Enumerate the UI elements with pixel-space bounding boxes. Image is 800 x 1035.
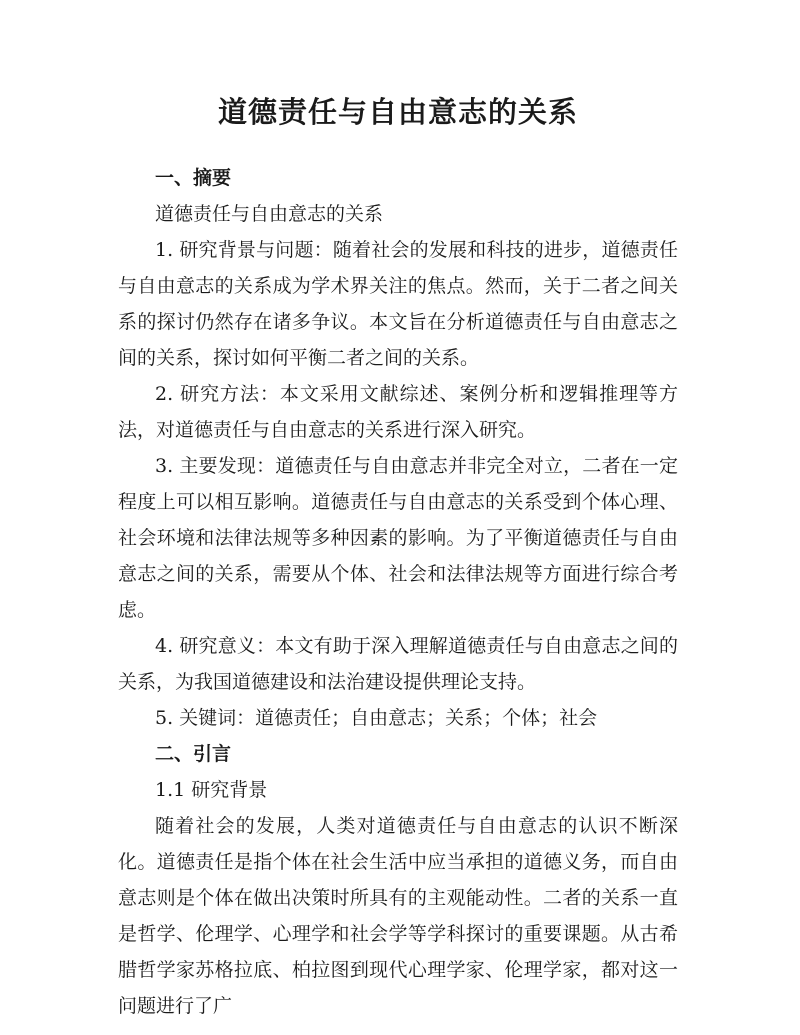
section-heading-abstract: 一、摘要 xyxy=(155,167,232,189)
abstract-paragraph-keywords: 5. 关键词：道德责任；自由意志；关系；个体；社会 xyxy=(155,707,598,729)
abstract-paragraph-significance: 4. 研究意义：本文有助于深入理解道德责任与自由意志之间的关系，为我国道德建设和法治建设提供理论支持。 xyxy=(118,635,678,693)
subsection-heading-background: 1.1 研究背景 xyxy=(155,779,268,801)
abstract-paragraph-background: 1. 研究背景与问题：随着社会的发展和科技的进步，道德责任与自由意志的关系成为学术界关注的焦点。然而，关于二者之间关系的探讨仍然存在诸多争议。本文旨在分析道德责任与自由意志之间的关系，探讨如何平衡二者之间的关系。 xyxy=(118,239,678,369)
section-heading-introduction: 二、引言 xyxy=(155,743,232,765)
introduction-section xyxy=(118,736,678,1024)
abstract-paragraph-methods: 2. 研究方法：本文采用文献综述、案例分析和逻辑推理等方法，对道德责任与自由意志的关系进行深入研究。 xyxy=(118,383,678,441)
abstract-subtitle: 道德责任与自由意志的关系 xyxy=(155,203,384,225)
introduction-paragraph: 随着社会的发展，人类对道德责任与自由意志的认识不断深化。道德责任是指个体在社会生活中应当承担的道德义务，而自由意志则是个体在做出决策时所具有的主观能动性。二者的关系一直是哲学、伦理学、心理学和社会学等学科探讨的重要课题。从古希腊哲学家苏格拉底、柏拉图到现代心理学家、伦理学家，都对这一问题进行了广 xyxy=(118,815,678,1017)
abstract-section xyxy=(118,160,678,736)
document-title: 道德责任与自由意志的关系 xyxy=(217,95,578,129)
abstract-paragraph-findings: 3. 主要发现：道德责任与自由意志并非完全对立，二者在一定程度上可以相互影响。道德责任与自由意志的关系受到个体心理、社会环境和法律法规等多种因素的影响。为了平衡道德责任与自由意志之间的关系，需要从个体、社会和法律法规等方面进行综合考虑。 xyxy=(118,455,678,621)
